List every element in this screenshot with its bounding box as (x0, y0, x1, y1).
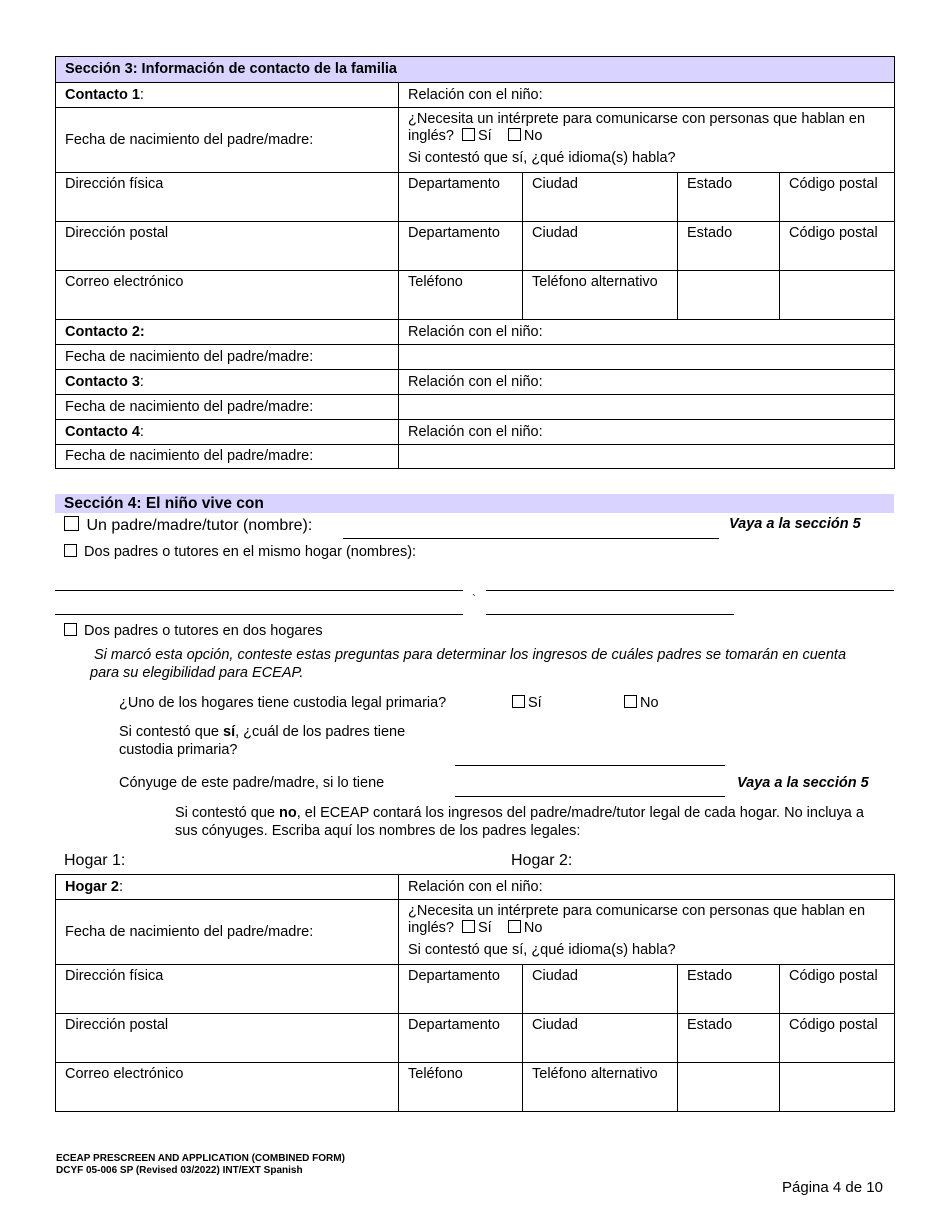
postal-zip-field[interactable]: Código postal (780, 222, 895, 271)
page-number: Página 4 de 10 (782, 1179, 883, 1196)
home2-relation[interactable]: Relación con el niño: (399, 875, 895, 900)
home2-interpreter-question: ¿Necesita un intérprete para comunicarse con personas que hablan en inglés? (408, 903, 866, 936)
contact4-birthdate-value[interactable] (399, 445, 895, 469)
home2-physical-state-field[interactable]: Estado (678, 965, 780, 1014)
contact2-birthdate-value[interactable] (399, 345, 895, 370)
physical-department-field[interactable]: Departamento (399, 173, 523, 222)
contact4-relation[interactable]: Relación con el niño: (399, 420, 895, 445)
opt-one-guardian-checkbox[interactable] (64, 516, 79, 531)
home2-postal-zip-field[interactable]: Código postal (780, 1014, 895, 1063)
interpreter-yes-label: Sí (478, 128, 492, 144)
section3-title: Sección 3: Información de contacto de la familia (56, 57, 895, 83)
home2-email-field[interactable]: Correo electrónico (56, 1063, 399, 1112)
custody-question: ¿Uno de los hogares tiene custodia legal primaria? (119, 695, 447, 711)
physical-zip-field[interactable]: Código postal (780, 173, 895, 222)
spouse-line[interactable] (455, 796, 725, 797)
home1-label: Hogar 1: (64, 852, 126, 869)
same-home-name-line-3[interactable] (55, 614, 463, 615)
empty-cell[interactable] (678, 1063, 780, 1112)
physical-address-field[interactable]: Dirección física (56, 173, 399, 222)
which-parent-line[interactable] (455, 765, 725, 766)
if-no-pre: Si contestó que (175, 805, 279, 821)
opt-two-same-home (64, 543, 416, 561)
home2-language-question[interactable]: Si contestó que sí, ¿qué idioma(s) habla? (408, 942, 676, 958)
footer-form-id: DCYF 05-006 SP (Revised 03/2022) INT/EXT Spanish (56, 1165, 303, 1176)
same-home-name-line-4[interactable] (486, 614, 734, 615)
contact4-label-cell (56, 420, 399, 445)
home2-physical-department-field[interactable]: Departamento (399, 965, 523, 1014)
home2-colon: : (119, 878, 124, 895)
footer-form-title: ECEAP PRESCREEN AND APPLICATION (COMBINED FORM) (56, 1153, 345, 1164)
interpreter-question: ¿Necesita un intérprete para comunicarse con personas que hablan en inglés? (408, 111, 866, 144)
contact3-relation[interactable]: Relación con el niño: (399, 370, 895, 395)
interpreter-no-checkbox[interactable] (508, 128, 521, 141)
opt-two-homes-label: Dos padres o tutores en dos hogares (84, 623, 323, 639)
postal-department-field[interactable]: Departamento (399, 222, 523, 271)
postal-state-field[interactable]: Estado (678, 222, 780, 271)
section4-title: Sección 4: El niño vive con (55, 494, 894, 513)
contact1-birthdate[interactable]: Fecha de nacimiento del padre/madre: (56, 108, 399, 173)
which-parent-bold: sí (223, 724, 236, 740)
same-home-name-line-1[interactable] (55, 590, 463, 591)
home2-label: Hogar 2: (511, 852, 573, 869)
home2-table (55, 874, 895, 1112)
which-parent-question (119, 723, 449, 759)
home2-interpreter-no-label: No (523, 920, 543, 936)
custody-yes (512, 694, 542, 712)
empty-cell[interactable] (678, 271, 780, 320)
contact1-colon: : (139, 86, 144, 103)
home2-interpreter-cell (399, 900, 895, 965)
goto-section5-label: Vaya a la sección 5 (729, 516, 861, 532)
contact3-birthdate[interactable]: Fecha de nacimiento del padre/madre: (56, 395, 399, 420)
two-homes-note: Si marcó esta opción, conteste estas preguntas para determinar los ingresos de cuáles padres se tomarán en cuenta para su elegibilidad para ECEAP. (90, 647, 847, 681)
home2-postal-city-field[interactable]: Ciudad (523, 1014, 678, 1063)
opt-two-same-home-label: Dos padres o tutores en el mismo hogar (nombres): (84, 544, 417, 560)
contact3-label: Contacto 3 (65, 373, 140, 390)
contact3-birthdate-value[interactable] (399, 395, 895, 420)
contact1-interpreter-cell (399, 108, 895, 173)
which-parent-post: , ¿cuál de los padres tiene custodia primaria? (119, 724, 406, 758)
custody-yes-checkbox[interactable] (512, 695, 525, 708)
language-question[interactable]: Si contestó que sí, ¿qué idioma(s) habla? (408, 150, 676, 166)
contact1-relation[interactable]: Relación con el niño: (399, 83, 895, 108)
physical-city-field[interactable]: Ciudad (523, 173, 678, 222)
home2-physical-zip-field[interactable]: Código postal (780, 965, 895, 1014)
contact4-label: Contacto 4 (65, 423, 140, 440)
same-home-name-line-2[interactable] (486, 590, 894, 591)
contact4-birthdate[interactable]: Fecha de nacimiento del padre/madre: (56, 445, 399, 469)
contact4-colon: : (139, 423, 144, 440)
custody-no-checkbox[interactable] (624, 695, 637, 708)
contact1-label-cell (56, 83, 399, 108)
alt-phone-field[interactable]: Teléfono alternativo (523, 271, 678, 320)
postal-city-field[interactable]: Ciudad (523, 222, 678, 271)
opt-one-guardian (64, 516, 312, 535)
contact2-relation[interactable]: Relación con el niño: (399, 320, 895, 345)
home2-physical-city-field[interactable]: Ciudad (523, 965, 678, 1014)
custody-yes-label: Sí (528, 695, 542, 711)
if-no-instruction (175, 804, 875, 840)
contact2-label: Contacto 2: (56, 320, 399, 345)
home2-alt-phone-field[interactable]: Teléfono alternativo (523, 1063, 678, 1112)
home2-phone-field[interactable]: Teléfono (399, 1063, 523, 1112)
home2-interpreter-yes-checkbox[interactable] (462, 920, 475, 933)
custody-no-label: No (640, 695, 659, 711)
if-no-bold: no (279, 805, 297, 821)
backtick-mark: ` (472, 592, 476, 606)
home2-postal-department-field[interactable]: Departamento (399, 1014, 523, 1063)
custody-no (624, 694, 659, 712)
postal-address-field[interactable]: Dirección postal (56, 222, 399, 271)
contact3-colon: : (139, 373, 144, 390)
interpreter-yes-checkbox[interactable] (462, 128, 475, 141)
empty-cell[interactable] (780, 1063, 895, 1112)
home2-interpreter-no-checkbox[interactable] (508, 920, 521, 933)
contact3-label-cell (56, 370, 399, 395)
home2-label-cell (56, 875, 399, 900)
goto-section5-label-2: Vaya a la sección 5 (737, 775, 869, 791)
physical-state-field[interactable]: Estado (678, 173, 780, 222)
home2-interpreter-yes-label: Sí (478, 920, 492, 936)
opt-two-same-home-checkbox[interactable] (64, 544, 77, 557)
contact2-birthdate[interactable]: Fecha de nacimiento del padre/madre: (56, 345, 399, 370)
which-parent-pre: Si contestó que (119, 724, 223, 740)
opt-two-homes (64, 622, 323, 640)
if-no-post: , el ECEAP contará los ingresos del padre/madre/tutor legal de cada hogar. No incluya a sus cónyuges. Escriba aquí los nombres de los padres legales: (175, 805, 864, 839)
spouse-question: Cónyuge de este padre/madre, si lo tiene (119, 775, 385, 791)
home2-postal-state-field[interactable]: Estado (678, 1014, 780, 1063)
home2-table-label: Hogar 2 (65, 878, 119, 895)
section3-table (55, 56, 895, 469)
interpreter-no-label: No (523, 128, 543, 144)
empty-cell[interactable] (780, 271, 895, 320)
one-guardian-name-line[interactable] (343, 538, 719, 539)
home2-birthdate[interactable]: Fecha de nacimiento del padre/madre: (56, 900, 399, 965)
contact1-label: Contacto 1 (65, 86, 140, 103)
home2-postal-address-field[interactable]: Dirección postal (56, 1014, 399, 1063)
opt-two-homes-checkbox[interactable] (64, 623, 77, 636)
opt-one-guardian-label: Un padre/madre/tutor (nombre): (86, 517, 313, 534)
email-field[interactable]: Correo electrónico (56, 271, 399, 320)
home2-physical-address-field[interactable]: Dirección física (56, 965, 399, 1014)
phone-field[interactable]: Teléfono (399, 271, 523, 320)
